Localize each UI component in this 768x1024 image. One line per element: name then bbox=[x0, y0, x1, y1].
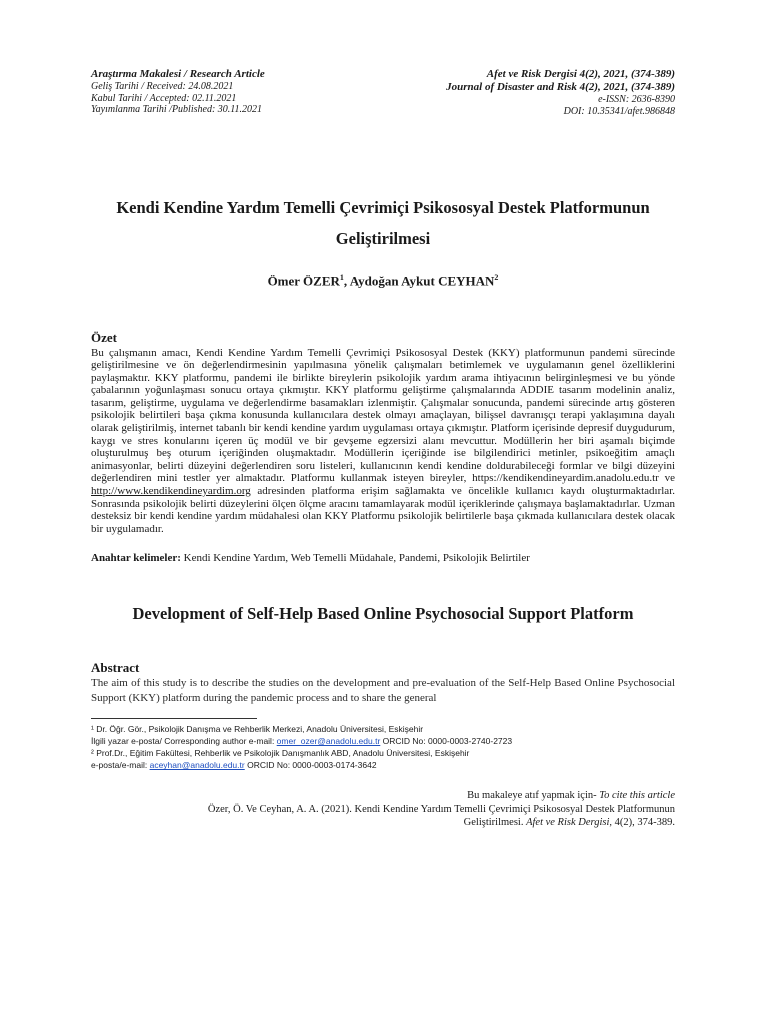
header-right bbox=[446, 68, 675, 117]
author-2: Aydoğan Aykut CEYHAN bbox=[349, 273, 495, 289]
ozet-heading: Özet bbox=[91, 329, 117, 345]
title-turkish: Kendi Kendine Yardım Temelli Çevrimiçi Psikososyal Destek Platformunun Geliştirilmesi bbox=[116, 198, 650, 249]
author-sep: , bbox=[343, 273, 350, 289]
doi: DOI: 10.35341/afet.986848 bbox=[563, 105, 675, 117]
citation-intro-en: To cite this article bbox=[599, 790, 675, 802]
received-date: Geliş Tarihi / Received: 24.08.2021 bbox=[91, 81, 234, 92]
article-page bbox=[91, 68, 675, 830]
author-1-affil: 1 bbox=[339, 273, 344, 283]
citation-line-2: Özer, Ö. Ve Ceyhan, A. A. (2021). Kendi Kendine Yardım Temelli Çevrimiçi Psikososyal Destek Platformunun bbox=[207, 803, 675, 815]
title-english: Development of Self-Help Based Online Psychosocial Support Platform bbox=[132, 604, 634, 624]
published-date: Yayımlanma Tarihi /Published: 30.11.2021 bbox=[91, 104, 263, 116]
footnote-2-label: e-posta/e-mail: bbox=[91, 760, 150, 771]
journal-name-en: Journal of Disaster and Risk 4(2), 2021, (374-389) bbox=[446, 81, 675, 93]
citation-intro bbox=[91, 789, 675, 803]
footnotes bbox=[91, 723, 675, 771]
citation-journal: Afet ve Risk Dergisi, bbox=[526, 817, 612, 829]
footnote-rule bbox=[91, 718, 257, 719]
citation-volume: 4(2), 374-389. bbox=[612, 817, 675, 829]
author-1: Ömer ÖZER bbox=[267, 273, 340, 289]
e-issn: e-ISSN: 2636-8390 bbox=[598, 94, 675, 105]
author-1-orcid: ORCID No: 0000-0003-2740-2723 bbox=[380, 736, 513, 747]
footnote-1: ¹ Dr. Öğr. Gör., Psikolojik Danışma ve Rehberlik Merkezi, Anadolu Üniversitesi, Eskişehir bbox=[91, 724, 424, 735]
keywords-text: Kendi Kendine Yardım, Web Temelli Müdahale, Pandemi, Psikolojik Belirtiler bbox=[180, 552, 530, 565]
ozet-body bbox=[91, 347, 675, 536]
ozet-text-2: adresinden platforma erişim sağlamakta ve öncelikle kullanıcı kaydı oluşturmaktadırlar. Sonrasında psikolojik belirti düzeylerini ölçen ölçme aracını tamamlayarak modül içeriklerinde çalışmaya başlamaktadırlar. Uzman desteksiz bir kendi kendine yardım müdahalesi olan KKY Platformu psikolojik belirtilerle başa çıkmada kullanıcılara destek olacak bir uygulamadır. bbox=[91, 485, 675, 535]
citation-intro-tr: Bu makaleye atıf yapmak için- bbox=[467, 790, 600, 802]
citation-block bbox=[91, 789, 675, 830]
author-2-email-link[interactable]: aceyhan@anadolu.edu.tr bbox=[149, 760, 245, 771]
authors bbox=[91, 273, 675, 289]
article-type: Araştırma Makalesi / Research Article bbox=[91, 68, 265, 80]
accepted-date: Kabul Tarihi / Accepted: 02.11.2021 bbox=[91, 92, 237, 104]
citation-line-3 bbox=[91, 816, 675, 830]
footnote-1-label: İlgili yazar e-posta/ Corresponding author e-mail: bbox=[91, 736, 277, 747]
footnote-2: ² Prof.Dr., Eğitim Fakültesi, Rehberlik ve Psikolojik Danışmanlık ABD, Anadolu Üniversitesi, Eskişehir bbox=[91, 748, 470, 759]
platform-link[interactable]: http://www.kendikendineyardim.org bbox=[91, 485, 251, 498]
ozet-text-1: Bu çalışmanın amacı, Kendi Kendine Yardım Temelli Çevrimiçi Psikososyal Destek (KKY) platformunun pandemi sürecinde geliştirilmesine ve ön değerlendirmesinin yapılmasına yönelik çalışmaları betimlemek ve uygulamanın genel özelliklerini paylaşmaktır. KKY platformu, pandemi ile birlikte bireylerin psikolojik yardım arama ihtiyacının belirginleşmesi ve bu yönde çabalarının yoğunlaşması sonucu ortaya çıkmıştır. KKY platformu geliştirme çalışmalarında ADDIE tasarım modelinin analiz, tasarım, geliştirme, uygulama ve değerlendirme basamakları izlenmiştir. Çalışmalar sonucunda, pandemi sürecinde artış gösteren psikolojik belirtileri başa çıkma konusunda kullanıcılara destek olmayı amaçlayan, bilişsel davranışçı terapi yaklaşımına dayalı olarak geliştirilmiş, internet tabanlı bir kendi kendine yardım uygulaması ortaya çıkmıştır. Platform içerisinde depresif duygudurum, kaygı ve stres konularını içeren üç modül ve bir gevşeme egzersizi alanı mevcuttur. Modüllerin her biri aşamalı biçimde oluşturulmuş beş oturum içeriğinden oluşmaktadır. Modüllerin içeriğinde ise bilgilendirici metinler, psikoeğitim amaçlı animasyonlar, belirti düzeyini değerlendiren soru listeleri, kullanıcının kendi kendine doldurabileceği formlar ve bilgi düzeyini değerlendiren mini testler yer almaktadır. Platformu kullanmak isteyen bireyler, https://kendikendineyardim.anadolu.edu.tr ve bbox=[91, 346, 675, 485]
header-left bbox=[91, 68, 265, 117]
footnote-1-contact bbox=[91, 735, 675, 747]
keywords-label: Anahtar kelimeler: bbox=[91, 552, 181, 565]
author-2-affil: 2 bbox=[494, 273, 499, 283]
citation-title-end: Geliştirilmesi. bbox=[463, 817, 527, 829]
journal-name-tr: Afet ve Risk Dergisi 4(2), 2021, (374-389) bbox=[486, 68, 675, 80]
article-header bbox=[91, 68, 675, 117]
footnote-2-contact bbox=[91, 759, 675, 771]
abstract-body: The aim of this study is to describe the studies on the development and pre-evaluation of the Self-Help Based Online Psychosocial Support (KKY) platform during the pandemic process and to share the general bbox=[91, 677, 675, 705]
keywords bbox=[91, 552, 675, 564]
author-2-orcid: ORCID No: 0000-0003-0174-3642 bbox=[244, 760, 377, 771]
abstract-heading: Abstract bbox=[91, 660, 140, 676]
author-1-email-link[interactable]: omer_ozer@anadolu.edu.tr bbox=[276, 736, 381, 747]
